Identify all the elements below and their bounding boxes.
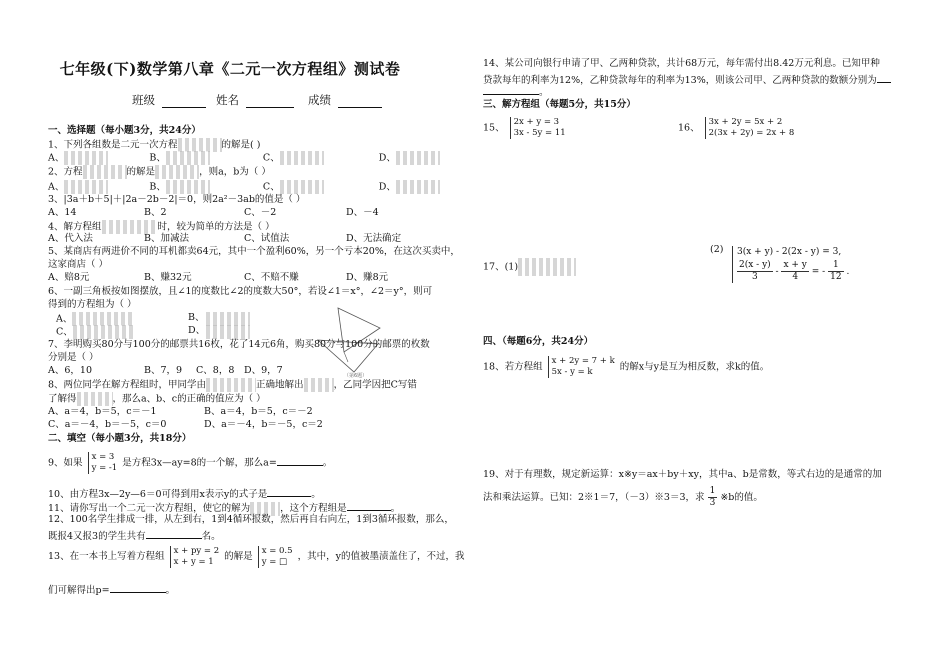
section-1-heading: 一、选择题（每小题3分，共24分） (48, 125, 201, 136)
question-6: 6、一副三角板按如图摆放，且∠1的度数比∠2的度数大50°，若设∠1＝x°，∠2＝y°，则可 (48, 286, 433, 297)
page-title: 七年级(下)数学第八章《二元一次方程组》测试卷 (59, 60, 401, 78)
figure-caption: （第6题） (344, 373, 368, 379)
question-17-part1: 17、(1) (483, 258, 576, 276)
question-14-cont: 贷款每年的利率为12%，乙种贷款每年的利率为13%，则该公司甲、乙两种贷款的数额分别为 (483, 72, 891, 87)
q16-system: 3x + 2y = 5x + 2 2(3x + 2y) = 2x + 8 (705, 117, 795, 139)
q10-answer-blank[interactable] (267, 486, 311, 497)
q15-system: 2x + y = 3 3x - 5y = 11 (510, 117, 566, 139)
q9-system: x = 3 y = -1 (88, 452, 118, 474)
q13-system: x + py = 2 x + y = 1 (170, 546, 220, 568)
question-5: 5、某商店有两进价不同的耳机都卖64元，其中一个盈利60%，另一个亏本20%，在这次买卖中， (48, 246, 460, 257)
q11-answer-blank[interactable] (347, 500, 391, 511)
q13-answer-blank[interactable] (110, 582, 166, 593)
question-7: 7、李明购买80分与100分的邮票共16枚，花了14元6角，购买80分与100分的邮票的枚数 (48, 339, 430, 350)
q13-solution: x = 0.5 y = □ (258, 546, 293, 568)
question-2-options: A、 B、 C、 D、 (48, 180, 440, 194)
q14-answer-blank-2[interactable] (483, 84, 539, 95)
question-5-options: A、赔8元 B、赚32元 C、不赔不赚 D、赚8元 (48, 272, 389, 283)
question-9: 9、如果 x = 3 y = -1 是方程3x—ay=8的一个解，那么a= 。 (48, 452, 333, 473)
score-field[interactable] (338, 97, 382, 108)
question-6-cont: 得到的方程组为（ ） (48, 299, 137, 310)
question-15: 15、 2x + y = 3 3x - 5y = 11 (483, 117, 566, 138)
question-8-options-cd: C、a＝－4，b＝－5，c＝0 D、a＝－4，b＝－5，c＝2 (48, 419, 323, 430)
question-8-options-ab: A、a＝4，b＝5，c＝－1 B、a＝4，b＝5，c＝－2 (48, 406, 313, 417)
question-12-cont: 既报4又报3的学生共有 名。 (48, 528, 221, 543)
question-4: 4、解方程组 时，较为简单的方法是（ ） (48, 221, 275, 233)
name-field[interactable] (246, 97, 294, 108)
question-12: 12、100名学生排成一排，从左到右，1到4循环报数，然后再自右向左，1到3循环报数，那么， (48, 514, 454, 525)
question-7-options: A、6，10 B、7，9 C、8，8 D、9，7 (48, 365, 283, 376)
question-6-options-ab: A、 B、 (56, 312, 134, 326)
q9-answer-blank[interactable] (277, 455, 323, 466)
question-3-options: A、14 B、2 C、－2 D、－4 (48, 207, 379, 218)
name-label: 姓名 (216, 93, 239, 107)
q12-answer-blank[interactable] (146, 528, 202, 539)
question-2: 2、方程 的解是 ，则a，b为（ ） (48, 166, 271, 178)
q17-system-2: 3(x + y) - 2(2x - y) = 3, $\frac{2(x - y)}{3}$ - $\frac{x + y}{4}$ = - $\frac{1}{12}$ . (732, 246, 849, 283)
section-2-heading: 二、填空（每小题3分，共18分） (48, 433, 192, 444)
question-5-cont: 这家商店（ ） (48, 259, 109, 270)
class-label: 班级 (132, 93, 155, 107)
class-field[interactable] (162, 97, 206, 108)
question-11: 11、请你写出一个二元一次方程组，使它的解为 ，这个方程组是 。 (48, 500, 400, 516)
question-13: 13、在一本书上写着方程组 x + py = 2 x + y = 1 的解是 x = 0.5 y = □ ，其中，y的值被墨渍盖住了，不过，我 (48, 545, 465, 567)
score-label: 成绩 (308, 93, 331, 107)
question-10: 10、由方程3x—2y—6＝0可得到用x表示y的式子是 。 (48, 486, 321, 501)
question-17-part2: (2) (710, 244, 724, 255)
question-19: 19、对于有理数，规定新运算：x※y＝ax＋by＋xy，其中a、b是常数，等式右边的是通常的加 (483, 469, 882, 480)
q18-system: x + 2y = 7 + k 5x - y = k (548, 356, 615, 378)
question-1: 1、下列各组数是二元一次方程 的解是( ) (48, 139, 261, 151)
figure-line (344, 352, 348, 362)
question-3: 3、|3a＋b＋5|＋|2a－2b－2|＝0，则2a²－3ab的值是（ ） (48, 194, 306, 205)
section-3-heading: 三、解方程组（每题5分，共15分） (483, 99, 636, 110)
q19-fraction: $\frac{1}{3}$ (709, 486, 716, 508)
question-6-options-cd: C、 D、 (56, 325, 135, 339)
question-14: 14、某公司向银行申请了甲、乙两种贷款，共计68万元，每年需付出8.42万元利息。已知甲种 (483, 58, 880, 69)
question-19-cont: 法和乘法运算。已知：2※1＝7，（－3）※3＝3，求 $\frac{1}{3}$ ※b的值。 (483, 486, 763, 508)
section-4-heading: 四、（每题6分，共24分） (483, 336, 594, 347)
question-14-cont2: 。 (483, 84, 549, 99)
question-7-cont: 分别是（ ） (48, 352, 99, 363)
question-13-cont: 们可解得出p= 。 (48, 582, 175, 597)
question-1-options: A、 B、 C、 D、 (48, 151, 440, 165)
blurred-equation (178, 138, 222, 152)
question-8-cont: 了解得 ，那么a、b、c的正确的值应为（ ） (48, 393, 266, 405)
question-4-options: A、代入法 B、加减法 C、试值法 D、无法确定 (48, 233, 402, 244)
question-8: 8、两位同学在解方程组时，甲同学由 正确地解出 ，乙同学因把C写错 (48, 379, 417, 391)
question-16: 16、 3x + 2y = 5x + 2 2(3x + 2y) = 2x + 8 (678, 117, 795, 138)
q14-answer-blank[interactable] (877, 72, 891, 83)
question-18: 18、若方程组 x + 2y = 7 + k 5x - y = k 的解x与y是互为相反数，求k的值。 (483, 356, 770, 377)
